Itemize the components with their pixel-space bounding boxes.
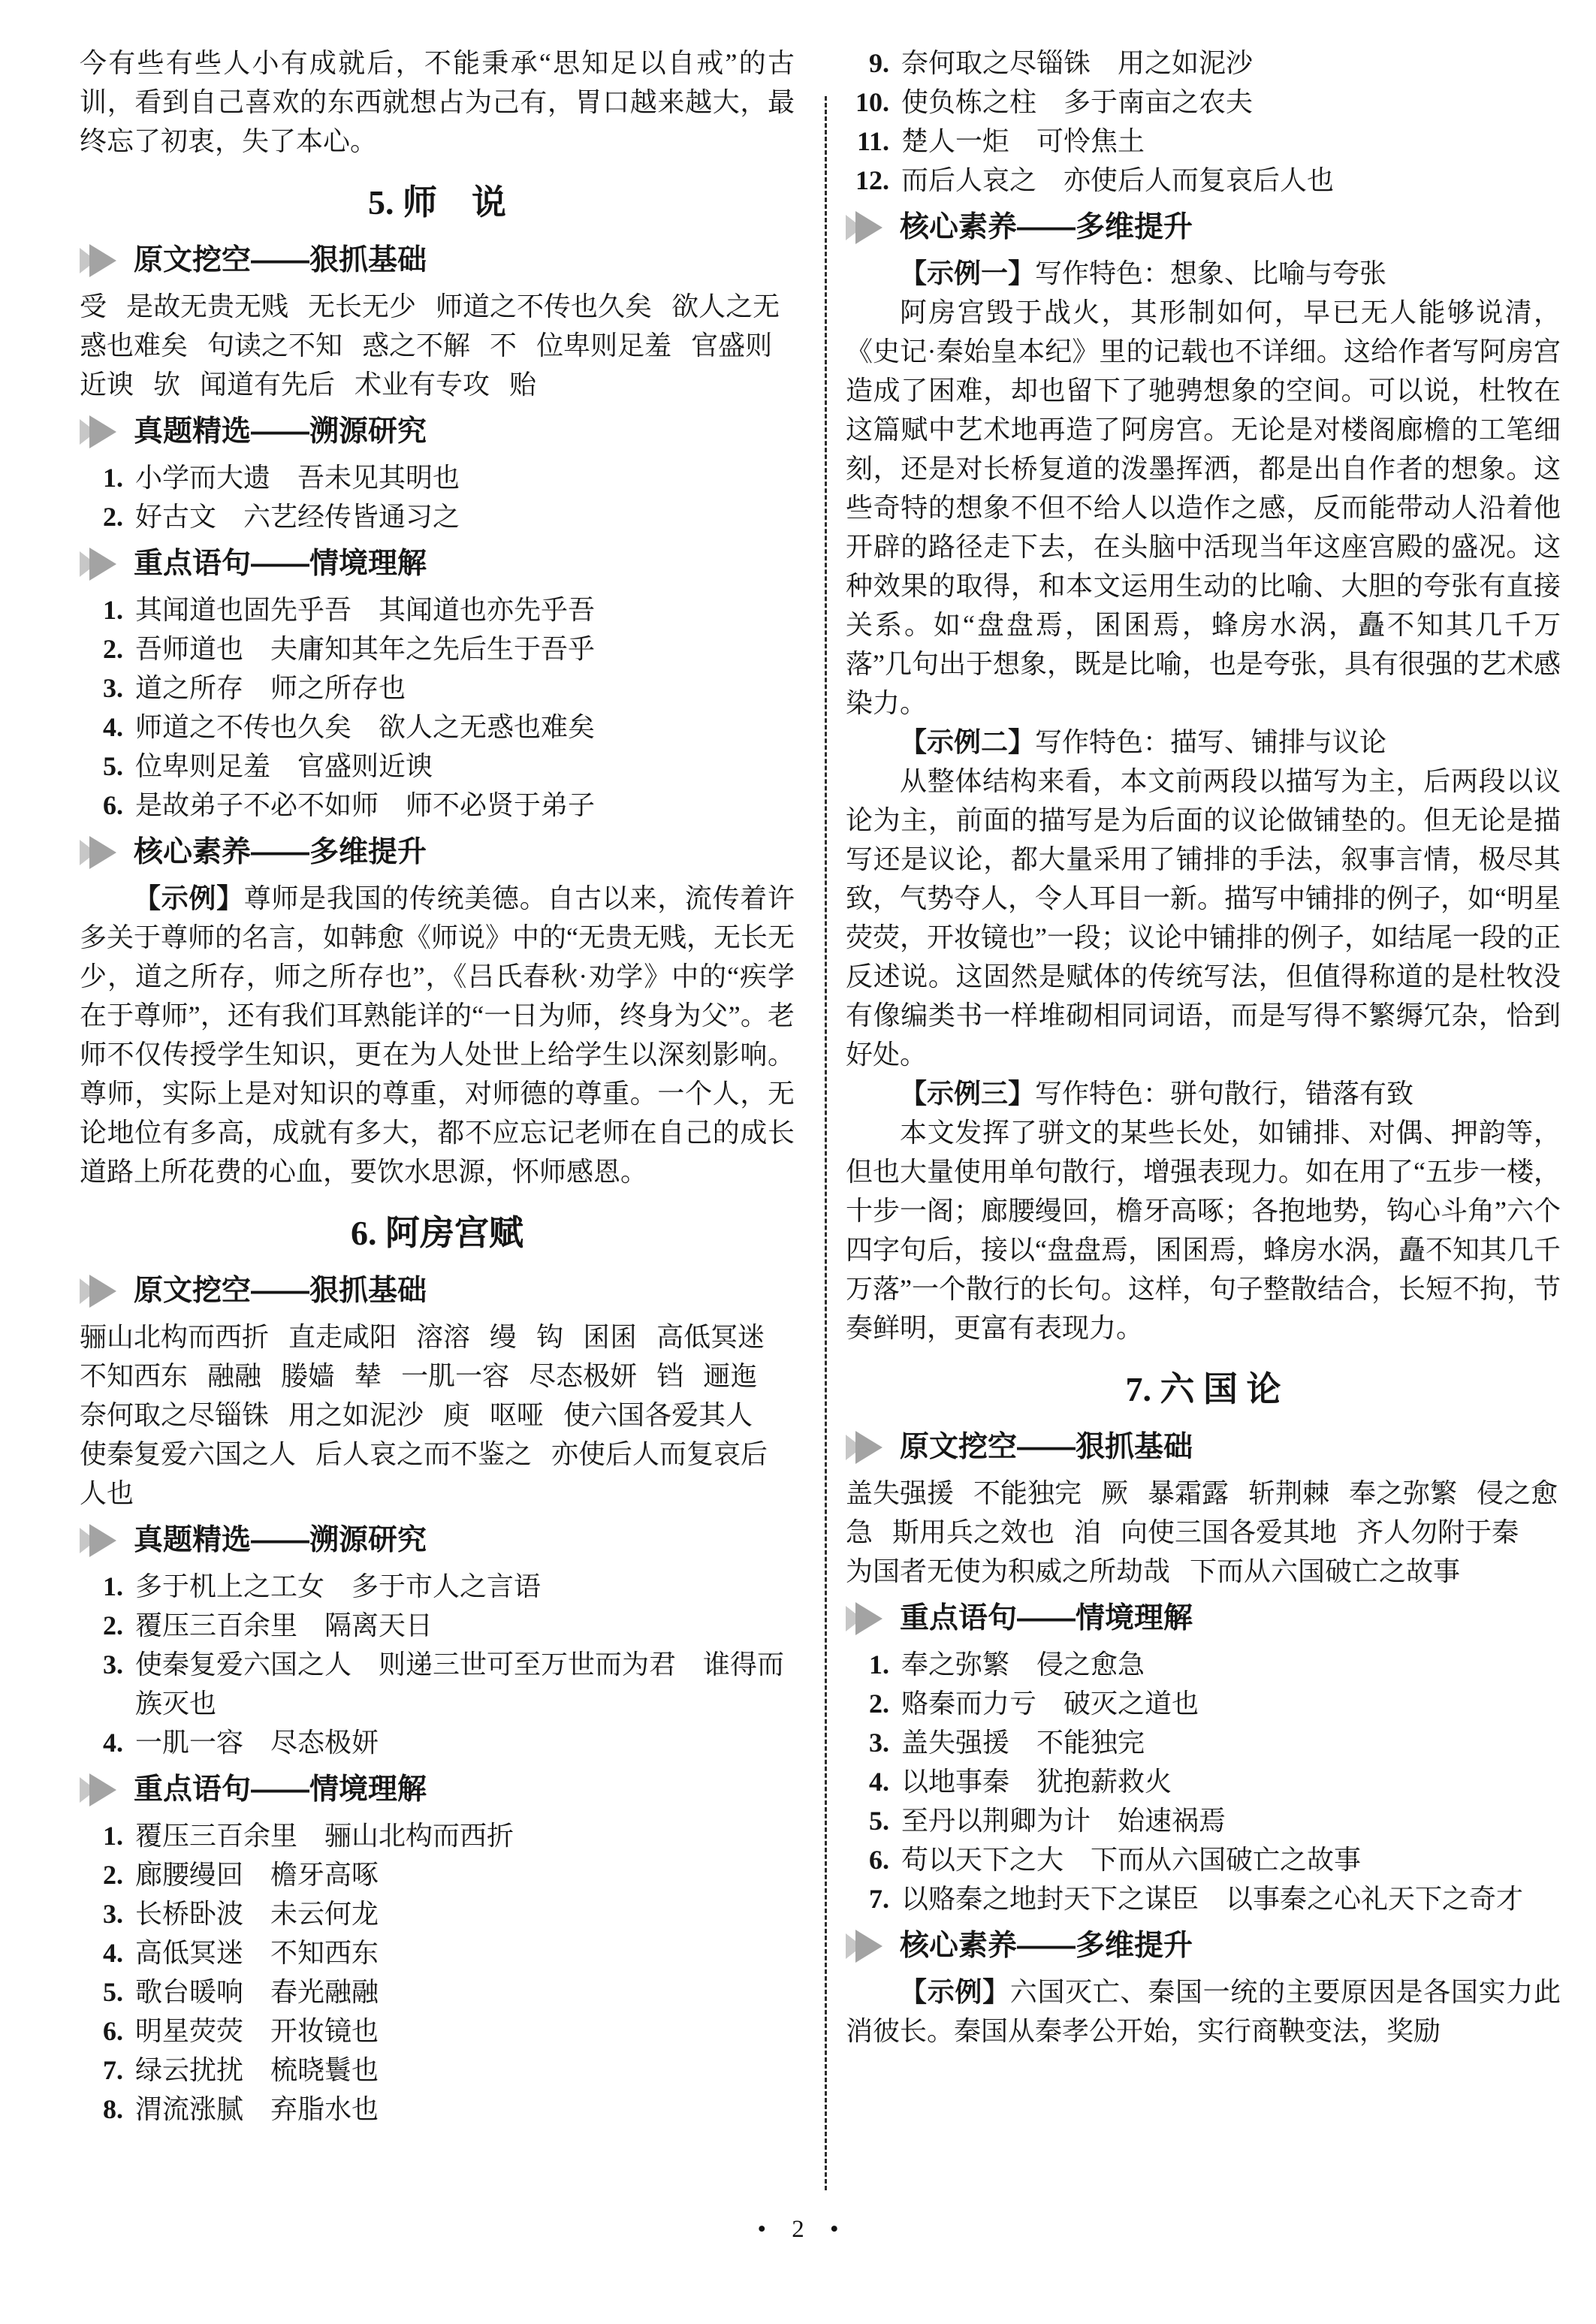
vocab-item: 盖失强援 [846,1478,955,1508]
double-arrow-icon [80,415,120,448]
vocab-item: 囷囷 [583,1322,638,1352]
vocab-item: 使六国各爱其人 [563,1400,753,1430]
double-arrow-icon [80,1275,120,1308]
double-arrow-icon [846,1930,886,1963]
list-item-text: 好古文 六艺经传皆通习之 [135,502,460,532]
example-heading-line [846,1074,1561,1113]
section-heading-zhongdian [846,1598,1561,1639]
section-heading-hexin [80,832,795,873]
vocab-item: 贻 [509,370,537,400]
list-item [80,1933,795,1972]
section-heading-label: 核心素养——多维提升 [134,836,427,868]
list-item-text: 吾师道也 夫庸知其年之先后生于吾乎 [135,634,596,664]
list-item [80,1567,795,1606]
list-item-number: 1. [869,1649,889,1680]
list-item-text: 歌台暖响 春光融融 [135,1977,379,2007]
list-item [80,786,795,825]
vocab-item: 向使三国各爱其地 [1121,1517,1338,1547]
list-item-text: 楚人一炬 可怜焦土 [901,126,1145,156]
vocab-item: 受 [80,291,107,321]
page-number: • 2 • [757,2216,839,2243]
list-item [846,1762,1561,1801]
example-blocks [846,254,1561,1348]
numbered-list [80,458,795,536]
list-item-number: 3. [869,1728,889,1758]
list-item [80,629,795,669]
list-item-text: 奉之弥繁 侵之愈急 [901,1649,1145,1680]
vocab-item: 辇 [354,1361,382,1391]
list-item [846,1723,1561,1762]
section-heading-label: 原文挖空——狠抓基础 [134,244,427,276]
vocab-item: 暴霜露 [1148,1478,1229,1508]
list-item-text: 长桥卧波 未云何龙 [135,1899,379,1929]
section-heading-zhongdian [80,544,795,584]
vocab-item: 欤 [153,370,181,400]
vocab-item: 师道之不传也久矣 [436,291,653,321]
section-heading-label: 原文挖空——狠抓基础 [900,1431,1193,1463]
vocab-item: 钩 [536,1322,564,1352]
list-item-number: 5. [869,1806,889,1836]
list-item [80,708,795,747]
list-item-number: 12. [855,165,889,195]
section-heading-zhenti [80,1520,795,1561]
vocab-item: 位卑则足羞 [536,330,672,361]
double-arrow-icon [80,1524,120,1557]
list-item-number: 3. [103,673,123,703]
list-item [846,1645,1561,1684]
list-item [846,1801,1561,1840]
list-item-text: 廊腰缦回 檐牙高啄 [135,1860,379,1890]
example-heading: 写作特色：描写、铺排与议论 [1035,727,1387,757]
vocab-item: 闻道有先后 [200,370,336,400]
list-item [80,1606,795,1645]
list-item-number: 6. [103,790,123,820]
vocab-item: 不知西东 [80,1361,189,1391]
left-column [80,44,795,2129]
vocab-item: 直走咸阳 [288,1322,397,1352]
example-block [846,723,1561,1074]
numbered-list [80,1816,795,2129]
vocab-item: 铛 [656,1361,684,1391]
double-arrow-icon [846,1431,886,1464]
list-item-text: 一肌一容 尽态极妍 [135,1728,379,1758]
example-text: 尊师是我国的传统美德。自古以来，流传着许多关于尊师的名言，如韩愈《师说》中的“无贵无贱，无长无少，道之所存，师之所存也”，《吕氏春秋·劝学》中的“疾学在于尊师”，还有我们耳熟能详的“一日为师，终身为父”。老师不仅传授学生知识，更在为人处世上给学生以深刻影响。尊师，实际上是对知识的尊重，对师德的尊重。一个人，无论地位有多高，成就有多大，都不应忘记老师在自己的成长道路上所花费的心血，要饮水思源，怀师感恩。 [80,883,795,1187]
vocab-item: 用之如泥沙 [288,1400,424,1430]
vocab-item: 奉之弥繁 [1349,1478,1458,1508]
list-item-text: 而后人哀之 亦使后人而复哀后人也 [901,165,1335,195]
section-heading-label: 重点语句——情境理解 [134,548,427,580]
list-item-number: 2. [103,1860,123,1890]
list-item-number: 4. [103,712,123,742]
list-item [80,2090,795,2129]
list-item-number: 3. [103,1899,123,1929]
list-item-number: 2. [103,634,123,664]
list-item-number: 4. [103,1728,123,1758]
vocab-item: 厥 [1101,1478,1129,1508]
example-text: 本文发挥了骈文的某些长处，如铺排、对偶、押韵等，但也大量使用单句散行，增强表现力。如在用了“五步一楼，十步一阁；廊腰缦回，檐牙高啄；各抱地势，钩心斗角”六个四字句后，接以“盘盘焉，囷囷焉，蜂房水涡，矗不知其几千万落”一个散行的长句。这样，句子整散结合，长短不拘，节奏鲜明，更富有表现力。 [846,1118,1561,1343]
list-item-number: 1. [103,463,123,493]
list-item-text: 渭流涨腻 弃脂水也 [135,2094,379,2124]
list-item [80,497,795,536]
list-item [80,2051,795,2090]
list-item [80,1972,795,2012]
list-item-number: 6. [869,1845,889,1875]
list-item-number: 10. [855,87,889,117]
list-item-text: 绿云扰扰 梳晓鬟也 [135,2055,379,2085]
list-item-number: 2. [103,502,123,532]
vocab-item: 句读之不知 [207,330,343,361]
example-text: 从整体结构来看，本文前两段以描写为主，后两段以议论为主，前面的描写是为后面的议论做铺垫的。但无论是描写还是议论，都大量采用了铺排的手法，叙事言情，极尽其致，气势夺人，令人耳目一新。描写中铺排的例子，如“明星荧荧，开妆镜也”一段；议论中铺排的例子，如结尾一段的正反述说。这固然是赋体的传统写法，但值得称道的是杜牧没有像编类书一样堆砌相同词语，而是写得不繁缛冗杂，恰到好处。 [846,766,1561,1070]
vocab-item: 齐人勿附于秦 [1356,1517,1519,1547]
vocab-item: 逦迤 [703,1361,758,1391]
list-item [80,1645,795,1723]
section-heading-hexin [846,207,1561,248]
vocab-item: 术业有专攻 [354,370,490,400]
list-item [80,747,795,786]
list-item-text: 覆压三百余里 骊山北构而西折 [135,1821,514,1851]
example-heading: 写作特色：骈句散行，错落有致 [1035,1079,1414,1109]
section-heading-wakong [846,1427,1561,1468]
list-item-text: 明星荧荧 开妆镜也 [135,2016,379,2046]
vocab-item: 侵之愈急 [846,1478,1558,1547]
list-item [80,669,795,708]
list-item [846,1684,1561,1723]
lesson-6-title: 6. 阿房宫赋 [351,1214,523,1252]
list-item [846,44,1561,83]
list-item [80,1723,795,1762]
list-item-text: 覆压三百余里 隔离天日 [135,1610,433,1640]
vocab-item: 不能独完 [973,1478,1082,1508]
vocab-item: 洎 [1074,1517,1102,1547]
list-item-text: 苟以天下之大 下而从六国破亡之故事 [901,1845,1362,1875]
example-heading-line [846,723,1561,762]
list-item-number: 4. [869,1767,889,1797]
example-block [846,254,1561,723]
section-heading-wakong [80,240,795,281]
example-block [846,1074,1561,1348]
right-column [846,44,1561,2051]
double-arrow-icon [80,244,120,277]
example-label: 【示例】 [900,1976,1010,2007]
list-item-number: 8. [103,2094,123,2124]
example-label: 【示例二】 [900,726,1036,757]
numbered-list [80,590,795,825]
section-heading-label: 真题精选——溯源研究 [134,1524,427,1556]
vocab-item: 媵嫱 [281,1361,336,1391]
section-heading-label: 重点语句——情境理解 [134,1773,427,1806]
section-heading-label: 原文挖空——狠抓基础 [134,1275,427,1307]
list-item-number: 2. [103,1610,123,1640]
example-text: 阿房宫毁于战火，其形制如何，早已无人能够说清，《史记·秦始皇本纪》里的记载也不详细。这给作者写阿房宫造成了困难，却也留下了驰骋想象的空间。可以说，杜牧在这篇赋中艺术地再造了阿房宫。无论是对楼阁廊檐的工笔细刻，还是对长桥复道的泼墨挥洒，都是出自作者的想象。这些奇特的想象不但不给人以造作之感，反而能带动人沿着他开辟的路径走下去，在头脑中活现当年这座宫殿的盛况。这种效果的取得，和本文运用生动的比喻、大胆的夸张有直接关系。如“盘盘焉，囷囷焉，蜂房水涡，矗不知其几千万落”几句出于想象，既是比喻，也是夸张，具有很强的艺术感染力。 [846,297,1561,718]
example-paragraph [80,879,795,1191]
vocab-item: 斩荆棘 [1248,1478,1330,1508]
column-divider [825,96,827,2190]
example-label: 【示例三】 [900,1078,1036,1109]
list-item-text: 是故弟子不必不如师 师不必贤于弟子 [135,790,596,820]
list-item-text: 师道之不传也久矣 欲人之无惑也难矣 [135,712,596,742]
list-item [846,161,1561,200]
vocab-item: 官盛则近谀 [80,330,773,400]
list-item [80,458,795,497]
example-label: 【示例一】 [900,258,1036,288]
lesson-7-title: 7. 六 国 论 [1125,1370,1281,1408]
example-text: 六国灭亡、秦国一统的主要原因是各国实力此消彼长。秦国从秦孝公开始，实行商鞅变法，奖励 [846,1977,1561,2046]
vocab-item: 使秦复爱六国之人 [80,1439,297,1469]
example-paragraph [846,1972,1561,2051]
section-heading-hexin [846,1926,1561,1966]
example-heading-line [846,254,1561,293]
vocab-item: 一肌一容 [401,1361,510,1391]
list-item-number: 4. [103,1938,123,1968]
example-heading: 写作特色：想象、比喻与夸张 [1035,258,1387,288]
list-item-number: 3. [103,1649,123,1680]
list-item-number: 7. [869,1884,889,1914]
list-item-number: 6. [103,2016,123,2046]
vocab-item: 溶溶 [416,1322,471,1352]
example-label: 【示例】 [134,883,244,913]
vocab-paragraph [80,1317,795,1513]
list-item-number: 11. [856,126,889,156]
vocab-paragraph [846,1474,1561,1591]
list-item-number: 9. [869,48,889,78]
vocab-item: 为国者无使为积威之所劫哉 [846,1556,1171,1586]
vocab-item: 无长无少 [308,291,417,321]
numbered-list [846,1645,1561,1918]
intro-paragraph: 今有些有些人小有成就后，不能秉承“思知足以自戒”的古训，看到自己喜欢的东西就想占为己有，胃口越来越大，最终忘了初衷，失了本心。 [80,48,795,156]
vocab-item: 尽态极妍 [529,1361,638,1391]
list-item-number: 1. [103,595,123,625]
list-item-text: 至丹以荆卿为计 始速祸焉 [901,1806,1226,1836]
list-item-number: 5. [103,751,123,781]
list-item [80,1894,795,1933]
list-item-number: 5. [103,1977,123,2007]
vocab-item: 奈何取之尽锱铢 [80,1400,270,1430]
list-item [846,1879,1561,1918]
vocab-item: 缦 [490,1322,517,1352]
list-item-text: 以地事秦 犹抱薪救火 [901,1767,1172,1797]
numbered-list [80,1567,795,1762]
list-item-number: 1. [103,1571,123,1601]
list-item-text: 其闻道也固先乎吾 其闻道也亦先乎吾 [135,595,596,625]
list-item-number: 1. [103,1821,123,1851]
vocab-paragraph [80,287,795,404]
list-item-text: 小学而大遗 吾未见其明也 [135,463,460,493]
list-item-text: 高低冥迷 不知西东 [135,1938,379,1968]
section-heading-wakong [80,1271,795,1311]
list-item-text: 奈何取之尽锱铢 用之如泥沙 [901,48,1254,78]
list-item-text: 使负栋之柱 多于南亩之农夫 [901,87,1254,117]
section-heading-zhongdian [80,1770,795,1810]
section-heading-zhenti [80,412,795,452]
vocab-item: 呕哑 [490,1400,545,1430]
list-item-text: 以赂秦之地封天下之谋臣 以事秦之心礼天下之奇才 [901,1884,1524,1914]
double-arrow-icon [80,836,120,869]
vocab-item: 是故无贵无贱 [126,291,289,321]
vocab-item: 庾 [443,1400,471,1430]
list-item [846,1840,1561,1879]
section-heading-label: 核心素养——多维提升 [900,1930,1193,1962]
vocab-item: 不 [490,330,517,361]
numbered-list-continued [846,44,1561,200]
lesson-5-title: 5. 师 说 [368,183,506,222]
list-item-text: 多于机上之工女 多于市人之言语 [135,1571,542,1601]
vocab-item: 斯用兵之效也 [892,1517,1055,1547]
list-item [846,122,1561,161]
list-item [846,83,1561,122]
vocab-item: 惑之不解 [362,330,471,361]
list-item [80,590,795,629]
list-item-text: 位卑则足羞 官盛则近谀 [135,751,433,781]
vocab-item: 欲人之无惑也难矣 [80,291,780,361]
vocab-item: 后人哀之而不鉴之 [315,1439,533,1469]
double-arrow-icon [846,1602,886,1635]
vocab-item: 骊山北构而西折 [80,1322,270,1352]
vocab-item: 亦使后人而复哀后人也 [80,1439,768,1508]
vocab-item: 高低冥迷 [656,1322,765,1352]
double-arrow-icon [846,211,886,244]
list-item [80,2012,795,2051]
list-item [80,1816,795,1855]
section-heading-label: 重点语句——情境理解 [900,1602,1193,1634]
section-heading-label: 核心素养——多维提升 [900,211,1193,243]
list-item-text: 盖失强援 不能独完 [901,1728,1145,1758]
vocab-item: 下而从六国破亡之故事 [1190,1556,1461,1586]
list-item-text: 使秦复爱六国之人 则递三世可至万世而为君 谁得而族灭也 [135,1649,785,1719]
list-item-text: 赂秦而力亏 破灭之道也 [901,1689,1199,1719]
double-arrow-icon [80,548,120,581]
list-item-number: 7. [103,2055,123,2085]
list-item-text: 道之所存 师之所存也 [135,673,406,703]
section-heading-label: 真题精选——溯源研究 [134,415,427,448]
double-arrow-icon [80,1773,120,1806]
list-item [80,1855,795,1894]
vocab-item: 融融 [207,1361,262,1391]
list-item-number: 2. [869,1689,889,1719]
